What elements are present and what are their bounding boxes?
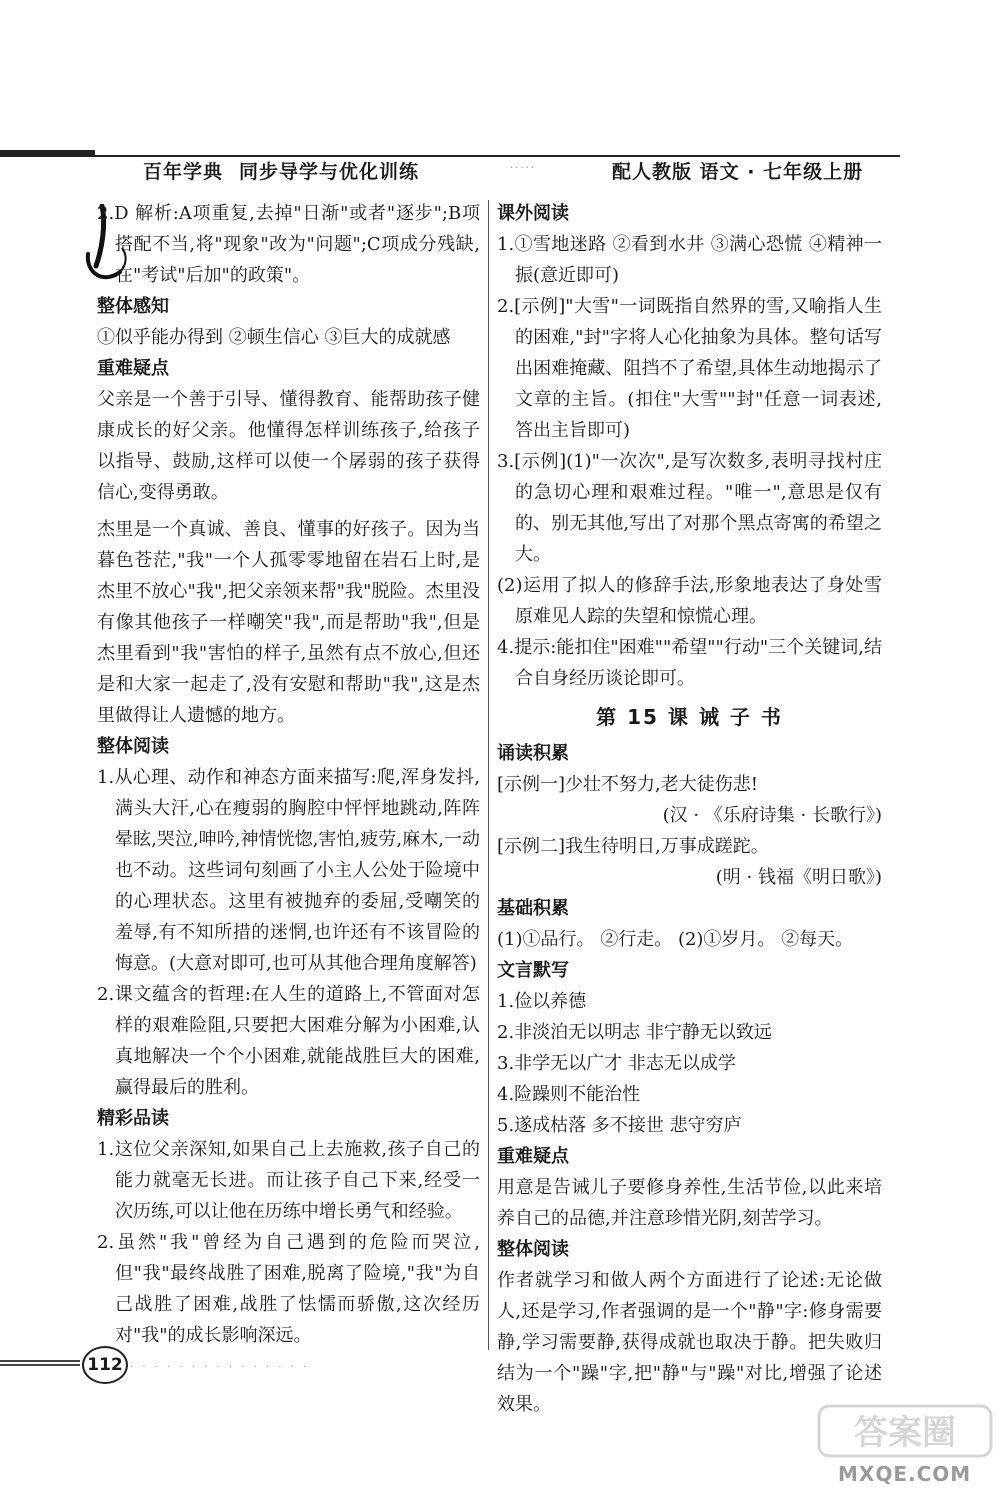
section-text: (1)①品行。 ②行走。 (2)①岁月。 ②每天。 xyxy=(497,929,854,950)
edition-label: 配人教版 语文 · 七年级上册 xyxy=(612,161,864,183)
paragraph: 用意是告诫儿子要修身养性,生活节俭,以此来培养自己的品德,并注意珍惜光阴,刻苦学习。 xyxy=(497,1177,882,1229)
answer-item: 2.D 解析:A项重复,去掉"日渐"或者"逐步";B项搭配不当,将"现象"改为"问题";C项成分残缺,在"考试"后加"的政策"。 xyxy=(97,203,480,286)
column-divider xyxy=(488,200,489,1350)
section-text: ①似乎能办得到 ②顿生信心 ③巨大的成就感 xyxy=(97,327,451,348)
answer-item: 4.险躁则不能治性 xyxy=(497,1084,641,1105)
paragraph: 父亲是一个善于引导、懂得教育、能帮助孩子健康成长的好父亲。他懂得怎样训练孩子,给孩子以指导、鼓励,这样可以使一个孱弱的孩子获得信心,变得勇敢。 xyxy=(97,389,480,503)
answer-item: 3.非学无以广才 非志无以成学 xyxy=(497,1053,736,1074)
quote-example: [示例一]少壮不努力,老大徒伤悲! xyxy=(497,774,758,795)
answer-item: 5.遂成枯落 多不接世 悲守穷庐 xyxy=(497,1115,742,1136)
answer-item: 2.虽然"我"曾经为自己遇到的危险而哭泣,但"我"最终战胜了困难,脱离了险境,"我"为自己战胜了困难,战胜了怯懦而骄傲,这次经历对"我"的成长影响深远。 xyxy=(97,1232,480,1346)
section-title: 重难疑点 xyxy=(97,358,169,379)
answer-item: (2)运用了拟人的修辞手法,形象地表达了身处雪原难见人踪的失望和惊慌心理。 xyxy=(497,575,882,627)
paragraph: 作者就学习和做人两个方面进行了论述:无论做人,还是学习,作者强调的是一个"静"字:修身需要静,学习需要静,获得成就也取决于静。把失败归结为一个"躁"字,把"静"与"躁"对比,增强了论述效果。 xyxy=(497,1270,882,1415)
answer-item: 3.[示例](1)"一次次",是写次数多,表明寻找村庄的急切心理和艰难过程。"唯一",意思是仅有的、别无其他,写出了对那个黑点寄寓的希望之大。 xyxy=(497,451,882,565)
footer-dots: · · · · · · · · · · · · · · · xyxy=(130,1362,310,1373)
answer-item: 2.非淡泊无以明志 非宁静无以致远 xyxy=(497,1022,772,1043)
paragraph: 杰里是一个真诚、善良、懂事的好孩子。因为当暮色苍茫,"我"一个人孤零零地留在岩石上时,是杰里不放心"我",把父亲领来帮"我"脱险。杰里没有像其他孩子一样嘲笑"我",而是帮助"我",但是杰里看到"我"害怕的样子,虽然有点不放心,但还是和大家一起走了,没有安慰和帮助"我",这是杰里做得让人遗憾的地方。 xyxy=(97,519,480,726)
watermark-glyph: 答案圈 xyxy=(854,1413,956,1453)
header-dots: ····· xyxy=(510,163,536,174)
section-title: 文言默写 xyxy=(497,960,569,981)
quote-source: (汉 · 《乐府诗集 · 长歌行》) xyxy=(662,805,882,826)
series-title xyxy=(143,157,419,184)
quote-source: (明 · 钱福《明日歌》) xyxy=(715,867,882,888)
answer-item: 2.[示例]"大雪"一词既指自然界的雪,又喻指人生的困难,"封"字将人心化抽象为具体。整句话写出困难掩藏、阻挡不了希望,具体生动地揭示了文章的主旨。(扣住"大雪""封"任意一词表述,答出主旨即可) xyxy=(497,296,882,441)
brand-subtitle: 同步导学与优化训练 xyxy=(239,161,420,183)
section-title: 课外阅读 xyxy=(497,203,569,224)
page-number: 112 xyxy=(82,1346,128,1384)
watermark-text: MXQE.COM xyxy=(838,1462,972,1486)
footer-rule xyxy=(0,1360,80,1370)
section-title: 基础积累 xyxy=(497,898,569,919)
answer-item: 1.①雪地迷路 ②看到水井 ③满心恐慌 ④精神一振(意近即可) xyxy=(497,234,882,286)
section-title: 精彩品读 xyxy=(97,1108,169,1129)
section-title: 整体感知 xyxy=(97,296,169,317)
section-title: 重难疑点 xyxy=(497,1146,569,1167)
section-title: 整体阅读 xyxy=(97,736,169,757)
lesson-title: 第 15 课 诫 子 书 xyxy=(596,705,783,729)
answer-item: 1.俭以养德 xyxy=(497,991,587,1012)
right-column xyxy=(497,198,882,1420)
quote-example: [示例二]我生待明日,万事成蹉跎。 xyxy=(497,836,769,857)
section-title: 整体阅读 xyxy=(497,1239,569,1260)
left-column xyxy=(97,198,480,1351)
answer-item: 1.这位父亲深知,如果自己上去施救,孩子自己的能力就毫无长进。而让孩子自己下来,经受一次历练,可以让他在历练中增长勇气和经验。 xyxy=(97,1139,480,1222)
section-title: 诵读积累 xyxy=(497,743,569,764)
answer-item: 2.课文蕴含的哲理:在人生的道路上,不管面对怎样的艰难险阻,只要把大困难分解为小困难,认真地解决一个个小困难,就能战胜巨大的困难,赢得最后的胜利。 xyxy=(97,984,480,1098)
answer-item: 4.提示:能扣住"困难""希望""行动"三个关键词,结合自身经历谈论即可。 xyxy=(497,637,882,689)
answer-item: 1.从心理、动作和神态方面来描写:爬,浑身发抖,满头大汗,心在瘦弱的胸腔中怦怦地跳动,阵阵晕眩,哭泣,呻吟,神情恍惚,害怕,疲劳,麻木,一动也不动。这些词句刻画了小主人公处于险境中的心理状态。这里有被抛弃的委屈,受嘲笑的羞辱,有不知所措的迷惘,也许还有不该冒险的悔意。(大意对即可,也可从其他合理角度解答) xyxy=(97,767,480,974)
brand-name: 百年学典 xyxy=(143,161,224,183)
